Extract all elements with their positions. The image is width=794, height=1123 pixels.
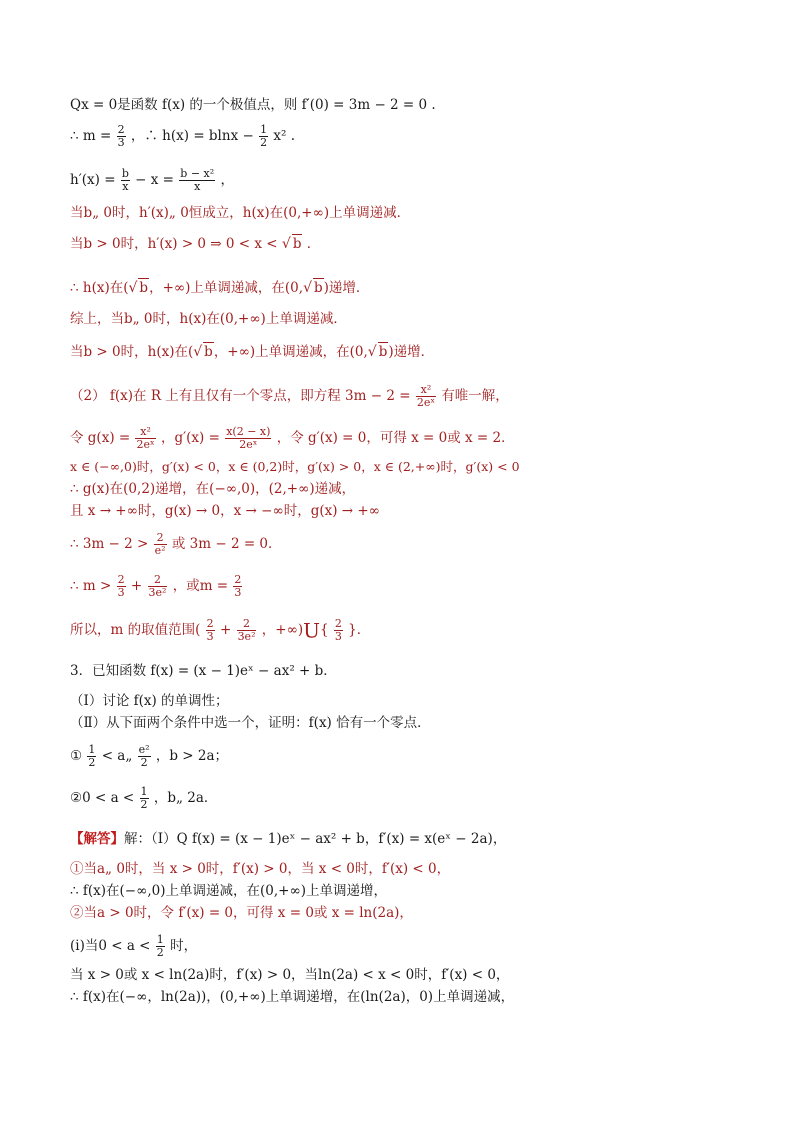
fraction: $\frac{\text{b − x²}}{x}$ (180, 167, 215, 193)
fraction: $\frac{2}{\text{3e²}}$ (237, 617, 256, 643)
fraction: $\frac{x(2 - x)}{\text{2eˣ}}$ (226, 425, 271, 451)
fraction: $\frac{1}{2}$ (140, 785, 148, 811)
text-line: 综上，当b„ 0时，h(x)在(0,+∞)上单调递减． (70, 311, 347, 327)
fraction: $\frac{b}{x}$ (121, 167, 129, 193)
fraction: $\frac{2}{3}$ (117, 573, 125, 599)
text-line: Qx = 0是函数 f(x) 的一个极值点，则 f′(0) = 3m − 2 = 0 . (70, 97, 436, 113)
text-line: ∴ 3m − 2 > $\frac{2}{\text{e²}}$ 或 3m − 2 = 0． (70, 531, 282, 557)
text-line: ①当a„ 0时，当 x > 0时，f′(x) > 0，当 x < 0时，f′(x) < 0， (70, 861, 451, 877)
fraction: $\frac{\text{x²}}{\text{2eˣ}}$ (136, 425, 155, 451)
text-line: 令 g(x) = $\frac{\text{x²}}{\text{2eˣ}}$ ，g′(x) = $\frac{x(2 - x)}{\text{2eˣ}}$ ，令 g′(x) = 0，可得 x = 0或 x = 2． (70, 425, 515, 451)
fraction: $\frac{2}{\text{3e²}}$ (148, 573, 167, 599)
fraction: $\frac{1}{2}$ (156, 933, 164, 959)
fraction: $\frac{1}{2}$ (260, 123, 268, 149)
text-line: ∴ f(x)在(−∞,0)上单调递减，在(0,+∞)上单调递增， (70, 883, 387, 899)
text-line: ① $\frac{1}{2}$ < a„ $\frac{\text{e²}}{2}$ ，b > 2a； (70, 743, 229, 769)
text-line: 且 x → +∞时，g(x) → 0，x → −∞时，g(x) → +∞ (70, 503, 380, 519)
text-line: (i)当0 < a < $\frac{1}{2}$ 时， (70, 933, 198, 959)
text-line: ∴ g(x)在(0,2)递增，在(−∞,0)，(2,+∞)递减， (70, 481, 356, 497)
text-line: ②0 < a < $\frac{1}{2}$ ，b„ 2a． (70, 785, 218, 811)
text-line: ②当a > 0时，令 f′(x) = 0，可得 x = 0或 x = ln(2a)， (70, 905, 413, 921)
text-line: 当b„ 0时，h′(x)„ 0恒成立，h(x)在(0,+∞)上单调递减． (70, 205, 411, 221)
fraction: $\frac{2}{3}$ (206, 617, 214, 643)
text-line: ∴ h(x)在(√ b，+∞)上单调递减，在(0,√ b)递增． (70, 280, 370, 296)
fraction: $\frac{2}{\text{e²}}$ (154, 531, 166, 557)
text-line: 当b > 0时，h′(x) > 0 ⇒ 0 < x < √ b ． (70, 236, 321, 252)
text-line: ∴ m = $\frac{2}{3}$ ，∴ h(x) = blnx − $\frac{1}{2}$ x² . (70, 123, 295, 149)
text-line: （Ⅰ）讨论 f(x) 的单调性； (70, 693, 229, 709)
text-line: x ∈ (−∞,0)时，g′(x) < 0，x ∈ (0,2)时，g′(x) > 0，x ∈ (2,+∞)时，g′(x) < 0 (70, 459, 520, 474)
text-line: （Ⅱ）从下面两个条件中选一个，证明：f(x) 恰有一个零点． (70, 715, 431, 731)
fraction: $\frac{\text{x²}}{\text{2eˣ}}$ (416, 383, 436, 409)
text-line: 当 x > 0或 x < ln(2a)时，f′(x) > 0，当ln(2a) < x < 0时，f′(x) < 0， (70, 967, 510, 983)
text-line: （2） f(x)在 R 上有且仅有一个零点，即方程 3m − 2 = $\frac{\text{x²}}{\text{2eˣ}}$ 有唯一解， (70, 383, 509, 409)
answer-tag: 【解答】 (70, 831, 124, 847)
text-line: ∴ m > $\frac{2}{3}$ + $\frac{2}{\text{3e²}}$ ，或m = $\frac{2}{3}$ (70, 573, 242, 599)
fraction: $\frac{2}{3}$ (234, 573, 242, 599)
text-line: 当b > 0时，h(x)在(√ b，+∞)上单调递减，在(0,√ b)递增． (70, 344, 435, 360)
text-line: ∴ f(x)在(−∞，ln(2a))，(0,+∞)上单调递增，在(ln(2a)，0)上单调递减， (70, 989, 515, 1005)
fraction: $\frac{2}{3}$ (117, 123, 125, 149)
fraction: $\frac{\text{e²}}{2}$ (138, 743, 150, 769)
text-line: 【解答】解：（Ⅰ）Q f(x) = (x − 1)eˣ − ax² + b，f′(x) = x(eˣ − 2a)， (70, 831, 507, 847)
text-line: 所以，m 的取值范围( $\frac{2}{3}$ + $\frac{2}{\text{3e²}}$ ，+∞)U{ $\frac{2}{3}$ }． (70, 617, 371, 643)
question-title: 3．已知函数 f(x) = (x − 1)eˣ − ax² + b． (70, 663, 337, 679)
text-line: h′(x) = $\frac{b}{x}$ − x = $\frac{\text{b − x²}}{x}$ ， (70, 167, 234, 193)
fraction: $\frac{2}{3}$ (334, 617, 342, 643)
fraction: $\frac{1}{2}$ (88, 743, 96, 769)
